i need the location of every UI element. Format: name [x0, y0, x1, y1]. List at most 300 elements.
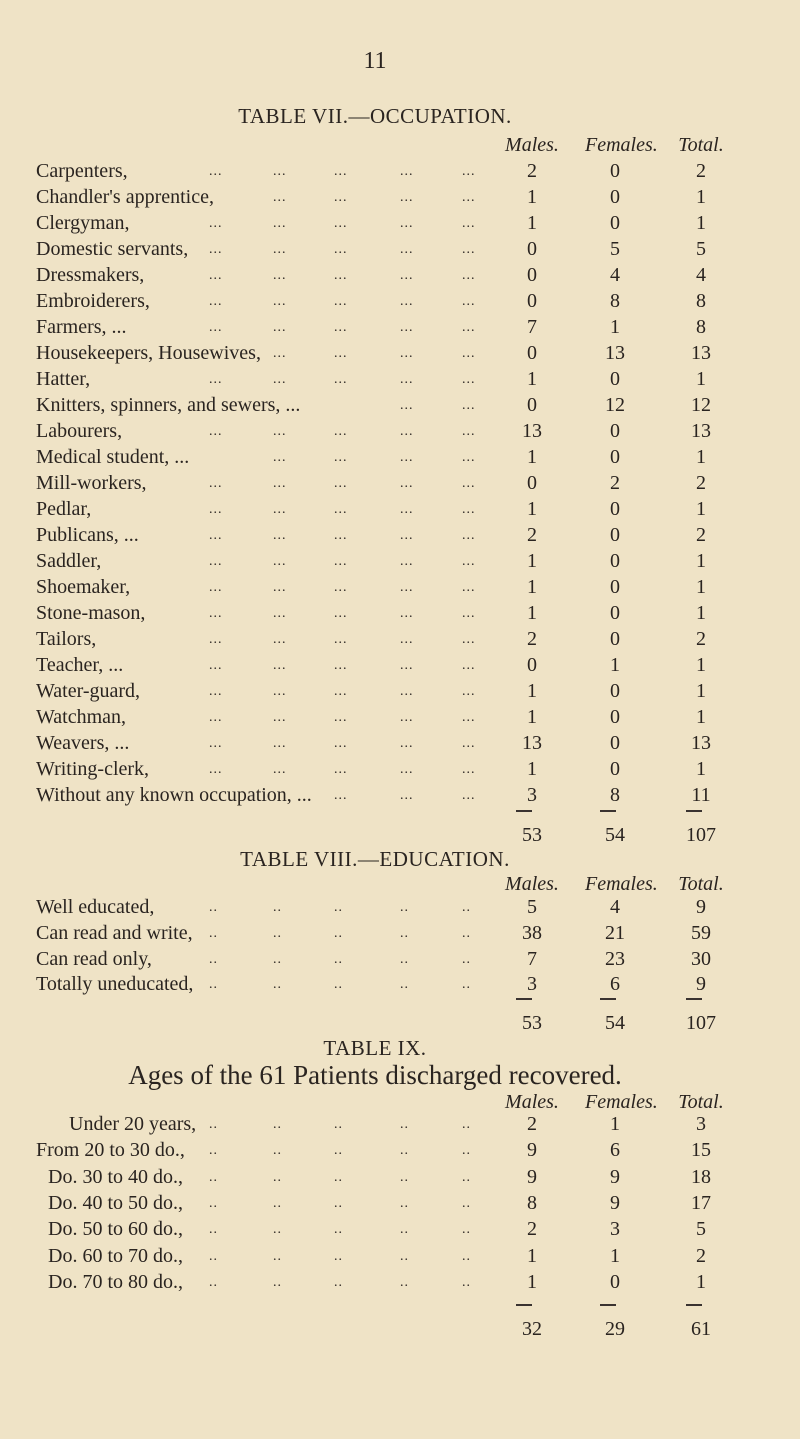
total-value: 1: [696, 212, 706, 234]
males-value: 1: [527, 550, 537, 572]
leader-dots: ...: [462, 372, 476, 387]
leader-dots: ...: [273, 606, 287, 621]
leader-dots: ...: [400, 398, 414, 413]
leader-dots: ...: [209, 762, 223, 777]
table-row: [0, 394, 800, 420]
row-label: Embroiderers,: [36, 290, 150, 312]
females-total: 29: [605, 1318, 625, 1340]
females-value: 13: [605, 342, 625, 364]
leader-dots: ...: [462, 762, 476, 777]
females-value: 8: [610, 784, 620, 806]
leader-dots: ...: [400, 736, 414, 751]
total-value: 2: [696, 472, 706, 494]
table9-title: TABLE IX.: [323, 1036, 427, 1060]
leader-dots: ...: [334, 632, 348, 647]
row-label: Housekeepers, Housewives,: [36, 342, 261, 364]
leader-dots: ...: [400, 450, 414, 465]
table-row: [0, 238, 800, 264]
leader-dots: ..: [209, 1143, 218, 1159]
males-value: 0: [527, 264, 537, 286]
leader-dots: ..: [273, 1169, 282, 1185]
leader-dots: ...: [334, 528, 348, 543]
leader-dots: ...: [209, 606, 223, 621]
leader-dots: ...: [334, 684, 348, 699]
table-row: [0, 316, 800, 342]
page-number: 11: [363, 48, 387, 74]
leader-dots: ..: [400, 1169, 409, 1185]
females-value: 0: [610, 550, 620, 572]
leader-dots: ...: [209, 554, 223, 569]
leader-dots: ...: [400, 372, 414, 387]
males-value: 1: [527, 1244, 537, 1267]
table-row: [0, 1192, 800, 1218]
leader-dots: ..: [462, 1222, 471, 1238]
leader-dots: ..: [334, 1222, 343, 1238]
row-label: Mill-workers,: [36, 472, 147, 494]
table-row: [0, 1166, 800, 1192]
leader-dots: ...: [209, 736, 223, 751]
total-value: 1: [696, 1270, 706, 1293]
leader-dots: ...: [400, 788, 414, 803]
row-label: Watchman,: [36, 706, 127, 728]
total-value: 9: [696, 973, 706, 996]
total-value: 3: [696, 1113, 706, 1135]
row-label: Do. 50 to 60 do.,: [48, 1218, 183, 1241]
leader-dots: ...: [209, 710, 223, 725]
leader-dots: ...: [462, 502, 476, 517]
table-row: [0, 212, 800, 238]
leader-dots: ...: [334, 658, 348, 673]
females-value: 6: [610, 973, 620, 996]
females-value: 0: [610, 498, 620, 520]
leader-dots: ..: [400, 900, 409, 915]
leader-dots: ...: [209, 242, 223, 257]
males-value: 2: [527, 524, 537, 546]
leader-dots: ..: [273, 1222, 282, 1238]
total-value: 1: [696, 706, 706, 728]
males-value: 5: [527, 896, 537, 918]
leader-dots: ...: [209, 580, 223, 595]
leader-dots: ...: [209, 372, 223, 387]
leader-dots: ...: [209, 216, 223, 231]
row-label: Do. 30 to 40 do.,: [48, 1165, 183, 1188]
females-value: 9: [610, 1191, 620, 1214]
males-value: 13: [522, 420, 542, 442]
leader-dots: ..: [400, 1222, 409, 1238]
males-value: 0: [527, 472, 537, 494]
table-row: [0, 1113, 800, 1139]
leader-dots: ...: [334, 190, 348, 205]
leader-dots: ...: [273, 476, 287, 491]
leader-dots: ...: [273, 450, 287, 465]
total-rule: [516, 810, 532, 812]
total-rule: [516, 998, 532, 1000]
leader-dots: ...: [209, 502, 223, 517]
total-value: 1: [696, 186, 706, 208]
column-header-males: Males.: [505, 1091, 559, 1113]
leader-dots: ...: [400, 580, 414, 595]
leader-dots: ..: [209, 1169, 218, 1185]
males-value: 1: [527, 602, 537, 624]
males-value: 1: [527, 680, 537, 702]
leader-dots: ...: [400, 632, 414, 647]
total-value: 2: [696, 1244, 706, 1267]
leader-dots: ...: [273, 736, 287, 751]
leader-dots: ..: [334, 1143, 343, 1159]
leader-dots: ..: [273, 951, 282, 967]
table-row: [0, 524, 800, 550]
males-value: 7: [527, 947, 537, 970]
total-value: 1: [696, 550, 706, 572]
leader-dots: ...: [462, 268, 476, 283]
males-value: 1: [527, 498, 537, 520]
leader-dots: ...: [334, 242, 348, 257]
row-label: Teacher, ...: [36, 654, 124, 676]
table-row: [0, 1271, 800, 1297]
leader-dots: ...: [462, 736, 476, 751]
females-value: 0: [610, 212, 620, 234]
column-header-females: Females.: [585, 1091, 658, 1113]
leader-dots: ...: [334, 554, 348, 569]
females-value: 4: [610, 264, 620, 286]
males-value: 2: [527, 160, 537, 182]
table-row: [0, 602, 800, 628]
females-value: 0: [610, 758, 620, 780]
leader-dots: ..: [334, 1248, 343, 1264]
females-value: 0: [610, 420, 620, 442]
leader-dots: ...: [400, 684, 414, 699]
leader-dots: ...: [209, 476, 223, 491]
total-value: 5: [696, 238, 706, 260]
males-value: 9: [527, 1139, 537, 1162]
leader-dots: ...: [462, 398, 476, 413]
total-value: 2: [696, 628, 706, 650]
row-label: Do. 60 to 70 do.,: [48, 1244, 183, 1267]
row-label: Do. 70 to 80 do.,: [48, 1270, 183, 1293]
leader-dots: ..: [273, 925, 282, 941]
leader-dots: ...: [334, 346, 348, 361]
leader-dots: ...: [209, 658, 223, 673]
leader-dots: ...: [334, 320, 348, 335]
leader-dots: ..: [462, 925, 471, 941]
leader-dots: ..: [462, 1248, 471, 1264]
leader-dots: ..: [462, 1143, 471, 1159]
table-row: [0, 680, 800, 706]
leader-dots: ...: [400, 320, 414, 335]
total-value: 2: [696, 524, 706, 546]
column-header-females: Females.: [585, 134, 658, 156]
total-rule: [686, 810, 702, 812]
leader-dots: ...: [400, 554, 414, 569]
leader-dots: ...: [273, 684, 287, 699]
females-value: 0: [610, 628, 620, 650]
row-label: Can read and write,: [36, 921, 193, 944]
totals-row: [0, 1012, 800, 1038]
row-label: Shoemaker,: [36, 576, 131, 598]
leader-dots: ...: [462, 450, 476, 465]
row-label: Without any known occupation, ...: [36, 784, 312, 806]
leader-dots: ...: [462, 164, 476, 179]
leader-dots: ..: [400, 977, 409, 993]
males-total: 32: [522, 1318, 542, 1340]
table-row: [0, 264, 800, 290]
total-value: 11: [691, 784, 711, 806]
leader-dots: ...: [273, 528, 287, 543]
females-value: 0: [610, 680, 620, 702]
leader-dots: ...: [273, 710, 287, 725]
leader-dots: ..: [334, 977, 343, 993]
table-row: [0, 1139, 800, 1165]
females-total: 54: [605, 1012, 625, 1034]
table9-subtitle: Ages of the 61 Patients discharged recovered.: [128, 1060, 622, 1090]
leader-dots: ..: [209, 1248, 218, 1264]
total-value: 9: [696, 896, 706, 918]
males-value: 1: [527, 758, 537, 780]
leader-dots: ..: [400, 1248, 409, 1264]
row-label: Tailors,: [36, 628, 97, 650]
total-value: 1: [696, 654, 706, 676]
females-value: 23: [605, 947, 625, 970]
leader-dots: ..: [273, 1248, 282, 1264]
total-value: 30: [691, 947, 711, 970]
leader-dots: ..: [334, 1117, 343, 1132]
leader-dots: ...: [273, 268, 287, 283]
leader-dots: ...: [334, 502, 348, 517]
males-value: 2: [527, 1218, 537, 1241]
table-row: [0, 1218, 800, 1244]
leader-dots: ...: [334, 164, 348, 179]
row-label: Can read only,: [36, 947, 152, 970]
total-value: 1: [696, 576, 706, 598]
leader-dots: ...: [273, 554, 287, 569]
males-value: 3: [527, 973, 537, 996]
leader-dots: ..: [400, 925, 409, 941]
females-value: 0: [610, 186, 620, 208]
leader-dots: ..: [334, 951, 343, 967]
leader-dots: ..: [462, 1274, 471, 1290]
row-label: Domestic servants,: [36, 238, 189, 260]
table-row: [0, 550, 800, 576]
total-rule: [600, 998, 616, 1000]
leader-dots: ..: [334, 925, 343, 941]
table7-title: TABLE VII.—OCCUPATION.: [238, 104, 512, 128]
row-label: Farmers, ...: [36, 316, 127, 338]
total-value: 4: [696, 264, 706, 286]
males-value: 38: [522, 921, 542, 944]
table-row: [0, 628, 800, 654]
row-label: Publicans, ...: [36, 524, 139, 546]
males-value: 7: [527, 316, 537, 338]
leader-dots: ..: [400, 951, 409, 967]
leader-dots: ...: [273, 372, 287, 387]
leader-dots: ...: [462, 320, 476, 335]
leader-dots: ..: [209, 1117, 218, 1132]
leader-dots: ...: [334, 268, 348, 283]
females-value: 0: [610, 576, 620, 598]
total-total: 61: [691, 1318, 711, 1340]
leader-dots: ...: [334, 788, 348, 803]
leader-dots: ..: [209, 1274, 218, 1290]
leader-dots: ...: [273, 632, 287, 647]
total-total: 107: [686, 1012, 716, 1034]
total-value: 1: [696, 498, 706, 520]
leader-dots: ..: [462, 1117, 471, 1132]
table-row: [0, 784, 800, 810]
table-row: [0, 368, 800, 394]
leader-dots: ..: [273, 977, 282, 993]
males-value: 0: [527, 290, 537, 312]
leader-dots: ..: [209, 1195, 218, 1211]
table-row: [0, 654, 800, 680]
total-value: 2: [696, 160, 706, 182]
males-value: 0: [527, 342, 537, 364]
total-rule: [686, 998, 702, 1000]
leader-dots: ..: [209, 977, 218, 993]
leader-dots: ..: [462, 1169, 471, 1185]
table-row: [0, 498, 800, 524]
row-label: Stone-mason,: [36, 602, 146, 624]
females-value: 0: [610, 368, 620, 390]
leader-dots: ...: [334, 294, 348, 309]
leader-dots: ..: [462, 1195, 471, 1211]
column-header-males: Males.: [505, 134, 559, 156]
leader-dots: ...: [273, 190, 287, 205]
table7-header-row: [0, 134, 800, 160]
column-header-total: Total.: [678, 1091, 724, 1113]
row-label: Knitters, spinners, and sewers, ...: [36, 394, 301, 416]
males-value: 0: [527, 394, 537, 416]
leader-dots: ...: [209, 684, 223, 699]
leader-dots: ..: [334, 900, 343, 915]
total-value: 13: [691, 342, 711, 364]
total-value: 59: [691, 921, 711, 944]
leader-dots: ...: [334, 606, 348, 621]
leader-dots: ..: [462, 951, 471, 967]
total-value: 12: [691, 394, 711, 416]
row-label: Saddler,: [36, 550, 102, 572]
leader-dots: ..: [273, 900, 282, 915]
total-value: 1: [696, 368, 706, 390]
leader-dots: ...: [209, 424, 223, 439]
females-value: 0: [610, 446, 620, 468]
leader-dots: ...: [400, 606, 414, 621]
leader-dots: ...: [462, 580, 476, 595]
females-value: 21: [605, 921, 625, 944]
leader-dots: ...: [400, 502, 414, 517]
leader-dots: ..: [462, 900, 471, 915]
females-value: 2: [610, 472, 620, 494]
total-value: 8: [696, 316, 706, 338]
leader-dots: ...: [273, 762, 287, 777]
leader-dots: ..: [273, 1195, 282, 1211]
leader-dots: ...: [209, 294, 223, 309]
females-value: 0: [610, 524, 620, 546]
table-row: [0, 576, 800, 602]
row-label: Medical student, ...: [36, 446, 190, 468]
leader-dots: ...: [462, 710, 476, 725]
females-value: 5: [610, 238, 620, 260]
total-value: 15: [691, 1139, 711, 1162]
leader-dots: ...: [273, 658, 287, 673]
row-label: From 20 to 30 do.,: [36, 1139, 185, 1162]
total-value: 1: [696, 758, 706, 780]
total-rule: [516, 1304, 532, 1306]
table-row: [0, 420, 800, 446]
females-value: 4: [610, 896, 620, 918]
leader-dots: ...: [273, 164, 287, 179]
females-value: 3: [610, 1218, 620, 1241]
table-row: [0, 1245, 800, 1271]
row-label: Hatter,: [36, 368, 91, 390]
table-row: [0, 706, 800, 732]
leader-dots: ...: [273, 320, 287, 335]
leader-dots: ...: [462, 424, 476, 439]
table-row: [0, 472, 800, 498]
leader-dots: ..: [400, 1143, 409, 1159]
table-row: [0, 896, 800, 922]
males-value: 2: [527, 1113, 537, 1135]
males-value: 0: [527, 654, 537, 676]
table-row: [0, 922, 800, 948]
leader-dots: ..: [334, 1169, 343, 1185]
row-label: Well educated,: [36, 896, 155, 918]
females-value: 0: [610, 706, 620, 728]
leader-dots: ...: [462, 242, 476, 257]
leader-dots: ...: [462, 788, 476, 803]
males-value: 1: [527, 186, 537, 208]
row-label: Writing-clerk,: [36, 758, 150, 780]
leader-dots: ...: [400, 424, 414, 439]
leader-dots: ...: [400, 346, 414, 361]
leader-dots: ...: [334, 372, 348, 387]
leader-dots: ..: [209, 951, 218, 967]
table-row: [0, 342, 800, 368]
row-label: Labourers,: [36, 420, 123, 442]
leader-dots: ...: [400, 164, 414, 179]
males-value: 1: [527, 212, 537, 234]
total-value: 1: [696, 602, 706, 624]
row-label: Under 20 years,: [69, 1113, 197, 1135]
total-rule: [600, 1304, 616, 1306]
column-header-total: Total.: [678, 873, 724, 895]
leader-dots: ...: [400, 242, 414, 257]
leader-dots: ..: [400, 1195, 409, 1211]
leader-dots: ...: [462, 346, 476, 361]
table-row: [0, 160, 800, 186]
females-value: 1: [610, 1244, 620, 1267]
leader-dots: ..: [334, 1274, 343, 1290]
total-value: 1: [696, 680, 706, 702]
leader-dots: ...: [273, 294, 287, 309]
row-label: Pedlar,: [36, 498, 92, 520]
table-row: [0, 290, 800, 316]
leader-dots: ..: [400, 1117, 409, 1132]
leader-dots: ...: [462, 476, 476, 491]
leader-dots: ...: [273, 580, 287, 595]
leader-dots: ...: [334, 450, 348, 465]
row-label: Carpenters,: [36, 160, 128, 182]
leader-dots: ...: [334, 476, 348, 491]
leader-dots: ..: [462, 977, 471, 993]
leader-dots: ..: [209, 1222, 218, 1238]
leader-dots: ..: [400, 1274, 409, 1290]
leader-dots: ...: [462, 294, 476, 309]
row-label: Weavers, ...: [36, 732, 130, 754]
leader-dots: ...: [334, 216, 348, 231]
leader-dots: ...: [400, 476, 414, 491]
leader-dots: ..: [209, 925, 218, 941]
females-total: 54: [605, 824, 625, 846]
